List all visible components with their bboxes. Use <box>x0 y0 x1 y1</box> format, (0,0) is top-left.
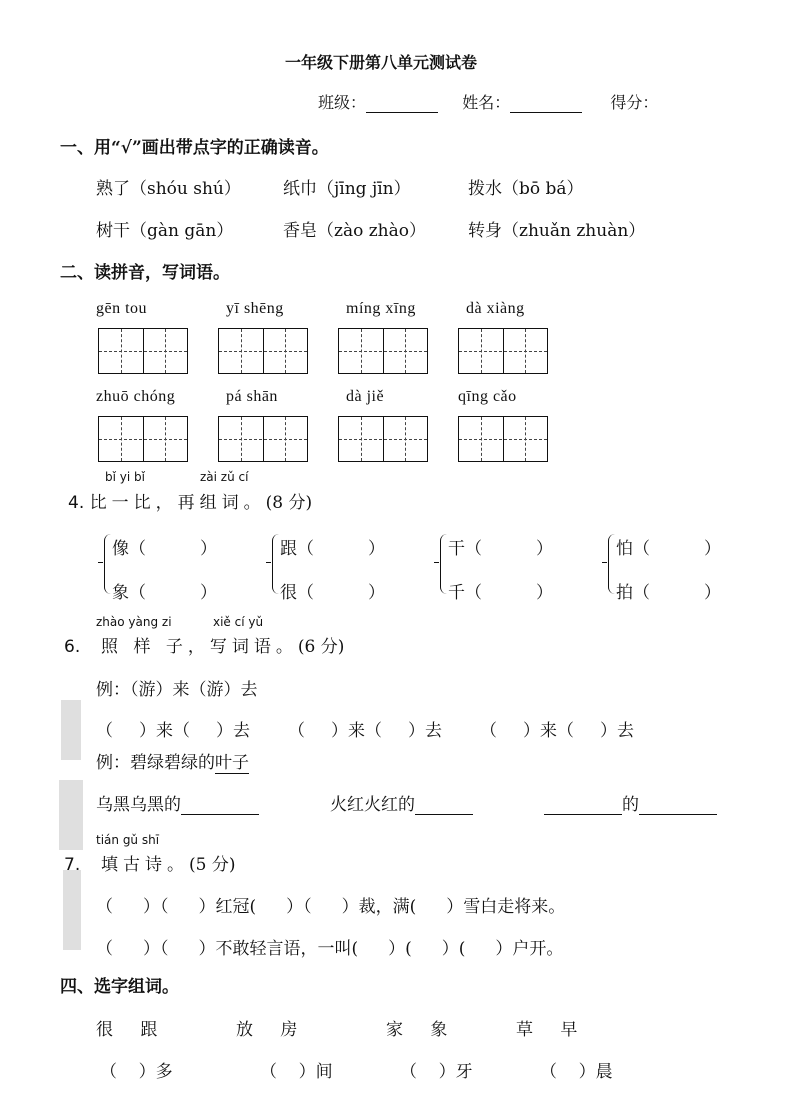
q6-pinyin: xiě cí yǔ <box>213 615 264 629</box>
writing-grid[interactable] <box>458 328 548 374</box>
section1-item[interactable]: 香皂（zào zhào） <box>283 221 427 241</box>
section4-char-group: 家 象 <box>386 1020 453 1040</box>
q4-heading <box>68 488 312 513</box>
q6-points: (6 分) <box>297 637 345 657</box>
section1-item[interactable]: 熟了（shóu shú） <box>96 179 241 199</box>
q4-pair-top[interactable]: 怕（ ） <box>616 539 721 559</box>
score-label: 得分： <box>610 93 659 112</box>
writing-grid[interactable] <box>338 328 428 374</box>
q4-pair-bottom[interactable]: 很（ ） <box>280 583 385 603</box>
q6-example2: 例：碧绿碧绿的叶子 <box>96 753 249 773</box>
pinyin-label: qīng cǎo <box>458 388 517 405</box>
q7-poem-line2[interactable]: （ ）（ ）不敢轻言语，一叫( ）( ）( ）户开。 <box>96 939 564 959</box>
q6-example1: 例：（游）来（游）去 <box>96 680 258 700</box>
section4-char-group: 放 房 <box>236 1020 303 1040</box>
student-info-row <box>318 90 658 113</box>
page-title: 一年级下册第八单元测试卷 <box>285 53 478 72</box>
q6-item[interactable]: 的 <box>544 790 717 815</box>
q7-points: (5 分) <box>189 855 236 875</box>
q7-text: 填古诗。 <box>101 855 190 875</box>
class-field[interactable] <box>366 112 438 113</box>
q4-pair-bottom[interactable]: 象（ ） <box>112 583 217 603</box>
section4-fill[interactable]: （ ）多 <box>100 1062 173 1082</box>
brace-icon <box>272 534 279 594</box>
section4-fill[interactable]: （ ）间 <box>260 1062 333 1082</box>
q7-poem-line1[interactable]: （ ）（ ）红冠( ）（ ）裁，满( ）雪白走将来。 <box>96 897 566 917</box>
pinyin-label: dà xiàng <box>466 300 525 317</box>
q4-points: (8 分) <box>265 493 313 513</box>
q4-pair-bottom[interactable]: 拍（ ） <box>616 583 721 603</box>
section1-heading: 一、用“√”画出带点字的正确读音。 <box>60 138 329 158</box>
q7-pinyin: tián gǔ shī <box>96 833 160 847</box>
q7-heading <box>64 850 236 875</box>
q4-pair-top[interactable]: 干（ ） <box>448 539 553 559</box>
writing-grid[interactable] <box>338 416 428 462</box>
section4-fill[interactable]: （ ）晨 <box>540 1062 613 1082</box>
writing-grid[interactable] <box>218 328 308 374</box>
section4-fill[interactable]: （ ）牙 <box>400 1062 473 1082</box>
pinyin-label: dà jiě <box>346 388 385 405</box>
pinyin-label: pá shān <box>226 388 278 405</box>
q4-pinyin: bǐ yi bǐ <box>105 470 145 484</box>
q4-number: 4. <box>68 493 85 513</box>
q6-item[interactable]: 乌黑乌黑的 <box>96 790 259 815</box>
section4-heading: 四、选字组词。 <box>60 977 179 997</box>
section2-heading: 二、读拼音，写词语。 <box>60 263 230 283</box>
q4-pair-top[interactable]: 跟（ ） <box>280 539 385 559</box>
q4-pair-bottom[interactable]: 千（ ） <box>448 583 553 603</box>
section4-char-group: 很 跟 <box>96 1020 163 1040</box>
name-label: 姓名： <box>462 93 511 112</box>
writing-grid[interactable] <box>458 416 548 462</box>
brace-icon <box>440 534 447 594</box>
writing-grid[interactable] <box>218 416 308 462</box>
brace-icon <box>608 534 615 594</box>
name-field[interactable] <box>510 112 582 113</box>
q7-number: 7. <box>64 855 81 875</box>
q6-pinyin: zhào yàng zi <box>96 615 172 629</box>
section1-item[interactable]: 拨水（bō bá） <box>468 179 584 199</box>
class-label: 班级： <box>318 93 367 112</box>
pinyin-label: zhuō chóng <box>96 388 176 405</box>
brace-icon <box>104 534 111 594</box>
q4-pinyin: zài zǔ cí <box>200 470 249 484</box>
section4-char-group: 草 早 <box>516 1020 583 1040</box>
q6-item[interactable]: 火红火红的 <box>330 790 473 815</box>
section1-item[interactable]: 转身（zhuǎn zhuàn） <box>468 221 646 241</box>
pinyin-label: yī shēng <box>226 300 284 317</box>
writing-grid[interactable] <box>98 328 188 374</box>
pinyin-label: gēn tou <box>96 300 148 317</box>
section1-item[interactable]: 树干（gàn gān） <box>96 221 234 241</box>
writing-grid[interactable] <box>98 416 188 462</box>
q4-pair-top[interactable]: 像（ ） <box>112 539 217 559</box>
q6-heading <box>64 632 344 657</box>
q4-text: 比一比，再组词。 <box>89 493 266 513</box>
section1-item[interactable]: 纸巾（jīng jīn） <box>283 179 411 199</box>
q6-number: 6. <box>64 637 81 657</box>
q6-text: 照 样 子，写词语。 <box>101 637 298 657</box>
example-underlined-word: 叶子 <box>215 753 249 773</box>
pinyin-label: míng xīng <box>346 300 416 317</box>
watermark-decoration <box>57 700 87 960</box>
q6-fill-row[interactable]: （ ）来（ ）去 （ ）来（ ）去 （ ）来（ ）去 <box>96 721 634 741</box>
